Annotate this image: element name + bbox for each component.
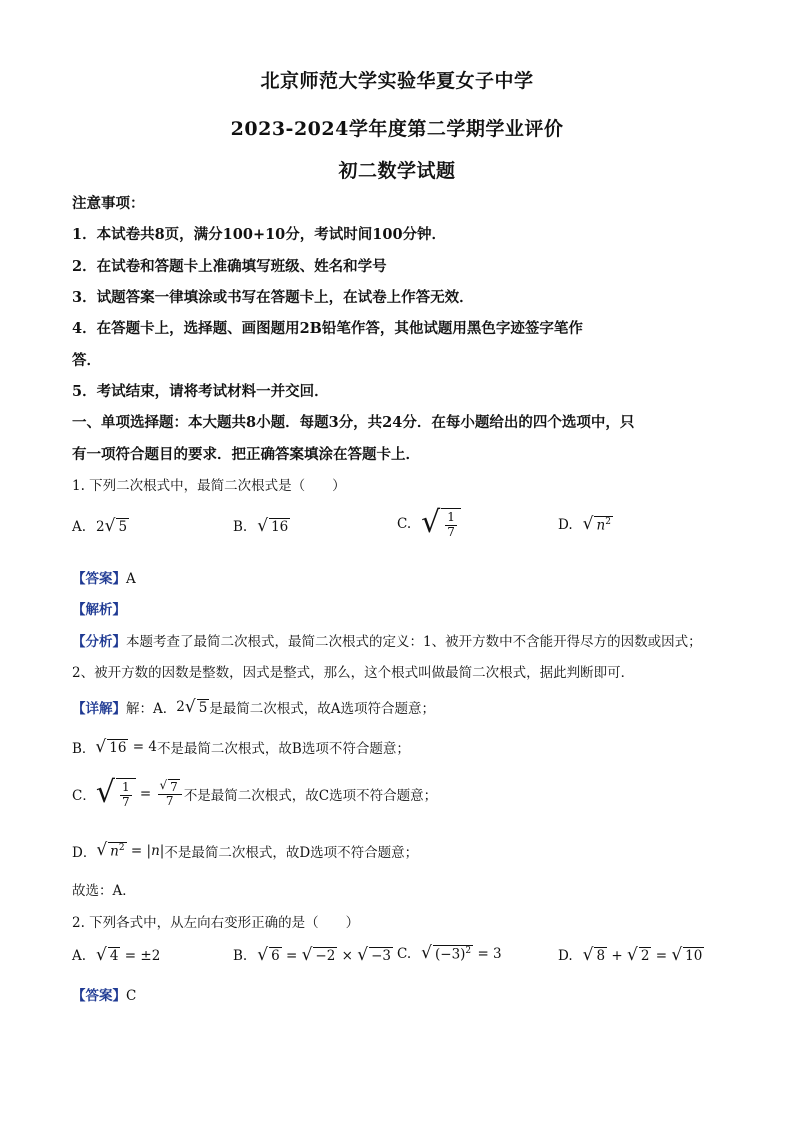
q1-option-c	[397, 505, 461, 540]
notice-item: 5．考试结束，请将考试材料一并交回．	[72, 383, 329, 400]
detail-b-suffix: 不是最简二次根式，故B选项不符合题意；	[156, 741, 410, 757]
analysis-tag: 【解析】	[72, 602, 126, 618]
option-label: A.	[72, 947, 87, 964]
q1-detail-c	[72, 775, 438, 810]
q1-fenxi-line2: 2、被开方数的因数是整数，因式是整式，那么，这个根式叫做最简二次根式，据此判断即可．	[72, 665, 635, 681]
option-label: B.	[233, 947, 248, 964]
q2-option-c	[397, 945, 502, 962]
question-2-stem: 2. 下列各式中，从左向右变形正确的是（ ）	[72, 915, 360, 931]
q2-answer	[72, 984, 136, 1004]
notice-title: 注意事项：	[72, 195, 145, 212]
math-expression: 2 √ 5	[176, 696, 208, 717]
q1-option-a	[72, 518, 129, 535]
q2-option-d	[558, 947, 704, 964]
answer-tag: 【答案】	[72, 988, 126, 1004]
notice-item: 2．在试卷和答题卡上准确填写班级、姓名和学号	[72, 258, 387, 275]
detail-tag: 【详解】	[72, 701, 126, 717]
q1-detail-b	[72, 737, 410, 757]
detail-a-prefix: 解：A．	[126, 701, 177, 717]
math-expression: 2 √ 5	[96, 516, 128, 536]
detail-d-suffix: 不是最简二次根式，故D选项不符合题意；	[164, 845, 419, 861]
detail-c-prefix: C．	[72, 787, 96, 804]
term-title: 2023-2024学年度第二学期学业评价	[230, 118, 564, 140]
option-label: A.	[72, 518, 87, 535]
q1-option-b	[233, 518, 290, 535]
q2-option-a	[72, 947, 160, 964]
detail-a-suffix: 是最简二次根式，故A选项符合题意；	[209, 701, 436, 717]
fenxi-tag: 【分析】	[72, 634, 126, 650]
section-heading-line2: 有一项符合题目的要求．把正确答案填涂在答题卡上．	[72, 446, 420, 463]
math-expression: √ $\frac{1}{7}$ = √ 7 7	[96, 778, 184, 810]
q1-detail-a	[72, 697, 435, 717]
math-expression: √ $n^2$	[582, 514, 611, 534]
notice-item: 4．在答题卡上，选择题、画图题用2B铅笔作答，其他试题用黑色字迹签字笔作	[72, 320, 583, 337]
notice-item: 答．	[72, 352, 101, 369]
q1-fenxi-line1	[72, 630, 702, 650]
q1-conclusion: 故选：A．	[72, 883, 136, 899]
q1-analysis-tag	[72, 598, 126, 618]
math-expression: √ $\frac{1}{7}$	[421, 508, 461, 540]
option-label: C.	[397, 945, 412, 962]
math-expression: √ $n^2$ = | n |	[96, 840, 165, 861]
option-label: D.	[558, 516, 573, 533]
answer-value: A	[126, 571, 136, 587]
answer-value: C	[126, 988, 137, 1004]
school-title: 北京师范大学实验华夏女子中学	[260, 70, 534, 92]
q1-answer	[72, 567, 136, 587]
detail-d-prefix: D．	[72, 845, 97, 861]
notice-item: 1．本试卷共8页，满分100+10分，考试时间100分钟．	[72, 226, 447, 243]
detail-b-prefix: B．	[72, 741, 96, 757]
math-expression: √ 16 = 4	[95, 736, 157, 757]
math-expression: √ $(-3)^2$ = 3	[421, 943, 502, 963]
subject-title: 初二数学试题	[338, 160, 456, 182]
option-label: C.	[397, 515, 412, 532]
notice-item: 3．试题答案一律填涂或书写在答题卡上，在试卷上作答无效．	[72, 289, 474, 306]
question-1-stem: 1. 下列二次根式中，最简二次根式是（ ）	[72, 478, 346, 494]
section-heading-line1: 一、单项选择题：本大题共8小题．每题3分，共24分．在每小题给出的四个选项中，只	[72, 414, 635, 431]
math-expression: √ 6 = √ −2 × √ −3	[257, 945, 391, 965]
answer-tag: 【答案】	[72, 571, 126, 587]
math-expression: √ 4 = ±2	[96, 945, 161, 965]
option-label: D.	[558, 947, 573, 964]
q1-detail-d	[72, 841, 418, 861]
option-label: B.	[233, 518, 248, 535]
fenxi-text: 本题考查了最简二次根式，最简二次根式的定义：1、被开方数中不含能开得尽方的因数或因式；	[126, 634, 702, 650]
q2-option-b	[233, 947, 393, 964]
q1-option-d	[558, 516, 613, 533]
detail-c-suffix: 不是最简二次根式，故C选项不符合题意；	[183, 787, 438, 804]
math-expression: √ 8 + √ 2 = √ 10	[582, 945, 703, 965]
math-expression: √ 16	[257, 516, 289, 536]
